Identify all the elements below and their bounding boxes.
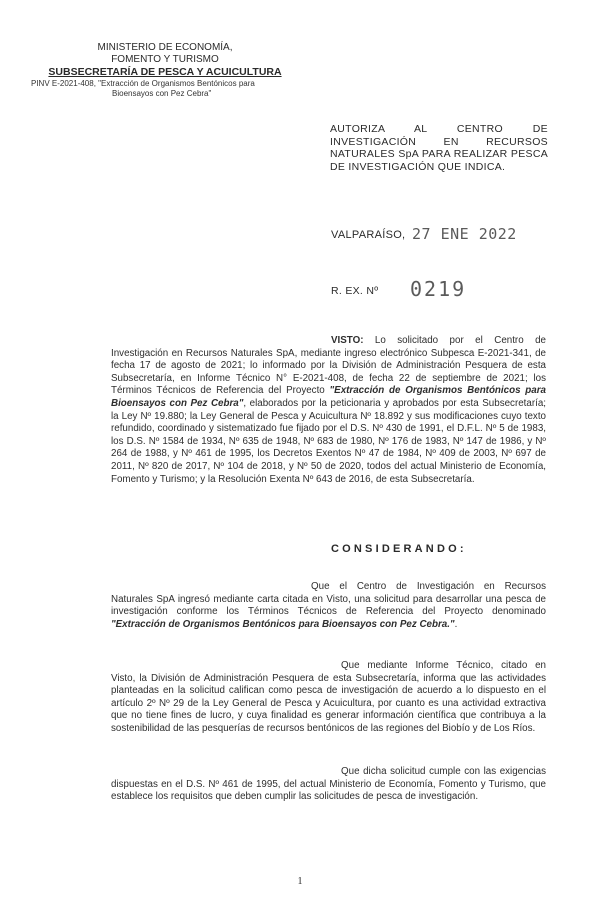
rex-label: R. EX. Nº xyxy=(331,285,379,297)
visto-project-title: "Extracción de Organismos Bentónicos para Bioensayos con Pez Cebra" xyxy=(111,385,546,409)
visto-intro: Lo solicitado por el Centro de Investigación en Recursos Naturales SpA, mediante ingreso electrónico Subpesca E-2021-341, de fecha 17 de agosto de 2021; lo informado por la División de Administración Pesquera de esta Subsecretaría, en Informe Técnico N° E-2021-408, de fecha 22 de septiembre de 2021; los Términos Técnicos de Referencia del Proyecto xyxy=(111,335,546,397)
reference-line-1: PINV E-2021-408, "Extracción de Organismos Bentónicos para xyxy=(31,79,255,88)
resolution-title: AUTORIZA AL CENTRO DE INVESTIGACIÓN EN RECURSOS NATURALES SpA PARA REALIZAR PESCA DE INVESTIGACIÓN QUE INDICA. xyxy=(330,123,548,173)
visto-rest: , elaborados por la peticionaria y aprobados por esta Subsecretaría; la Ley Nº 19.880; la Ley General de Pesca y Acuicultura Nº 18.892 y sus modificaciones cuyo texto refundido, coordinado y sistematizado fue fijado por el D.S. Nº 430 de 1991, el D.F.L. Nº 5 de 1983, los D.S. Nº 1584 de 1934, Nº 635 de 1948, Nº 683 de 1980, Nº 176 de 1983, Nº 147 de 1986, y Nº 264 de 1988, y Nº 461 de 1995, los Decretos Exentos Nº 47 de 1984, Nº 409 de 2003, Nº 697 de 2011, Nº 820 de 2017, Nº 104 de 2018, y Nº 50 de 2020, todos del actual Ministerio de Economía, Fomento y Turismo; y la Resolución Exenta Nº 643 de 2016, de esta Subsecretaría. xyxy=(111,397,546,485)
ministry-line-2: FOMENTO Y TURISMO xyxy=(111,54,219,65)
rex-number: 0219 xyxy=(410,277,467,301)
subsecretaria-heading: SUBSECRETARÍA DE PESCA Y ACUICULTURA xyxy=(48,66,282,78)
city-label: VALPARAÍSO, xyxy=(331,229,406,241)
visto-paragraph xyxy=(111,335,546,486)
considerando-p1-project: "Extracción de Organismos Bentónicos para Bioensayos con Pez Cebra." xyxy=(111,618,455,630)
page-number: 1 xyxy=(297,876,303,887)
date-stamp: 27 ENE 2022 xyxy=(412,225,517,243)
considerando-paragraph-3: Que dicha solicitud cumple con las exigencias dispuestas en el D.S. Nº 461 de 1995, del actual Ministerio de Economía, Fomento y Turismo, que establece los requisitos que deben cumplir las solicitudes de pesca de investigación. xyxy=(111,766,546,803)
considerando-p1-end: . xyxy=(454,618,458,630)
reference-line-2: Bioensayos con Pez Cebra" xyxy=(112,89,212,98)
ministry-line-1: MINISTERIO DE ECONOMÍA, xyxy=(97,42,233,53)
considerando-paragraph-2: Que mediante Informe Técnico, citado en Visto, la División de Administración Pesquera de esta Subsecretaría, informa que las actividades planteadas en la solicitud califican como pesca de investigación de acuerdo a lo dispuesto en el artículo 2º Nº 29 de la Ley General de Pesca y Acuicultura, por cuanto es una actividad extractiva que no tiene fines de lucro, y cuya finalidad es generar información científica que contribuya a la sostenibilidad de las pesquerías de recursos bentónicos de las regiones del Biobío y de Los Ríos. xyxy=(111,660,546,734)
considerando-heading: CONSIDERANDO: xyxy=(331,543,467,555)
considerando-paragraph-1 xyxy=(111,581,546,631)
considerando-p1-text: Que el Centro de Investigación en Recursos Naturales SpA ingresó mediante carta citada en Visto, una solicitud para desarrollar una pesca de investigación conforme los Términos Técnicos de Referencia del Proyecto denominado xyxy=(111,581,546,618)
visto-label: VISTO: xyxy=(331,335,364,346)
